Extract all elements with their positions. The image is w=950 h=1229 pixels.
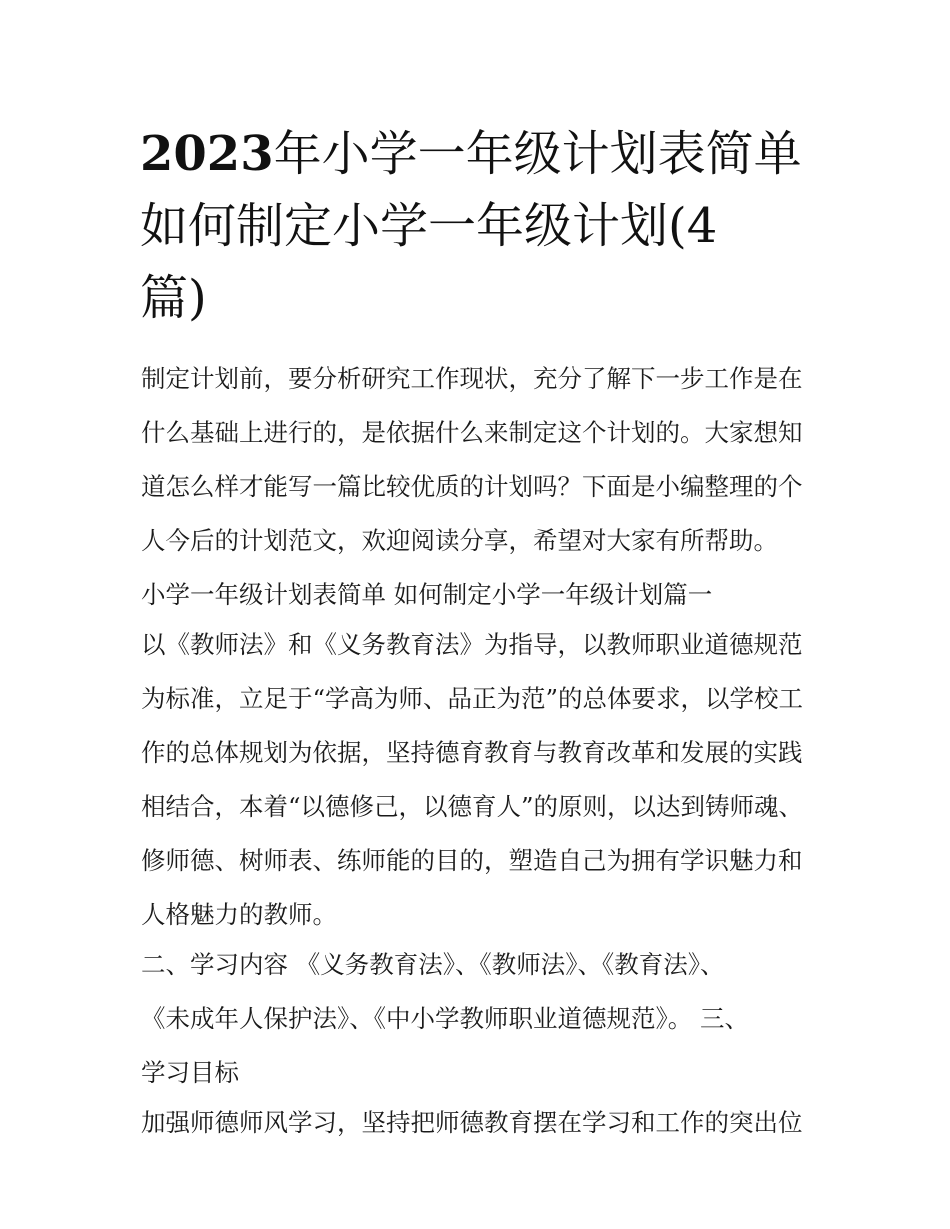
- title-year: 2023: [140, 126, 274, 182]
- paragraph-line: 人格魅力的教师。: [141, 900, 337, 929]
- section-heading-line: 小学一年级计划表简单 如何制定小学一年级计划篇一: [141, 580, 713, 609]
- paragraph-line: 道怎么样才能写一篇比较优质的计划吗？下面是小编整理的个: [141, 472, 803, 501]
- paragraph-line: 为标准，立足于“学高为师、品正为范”的总体要求，以学校工: [141, 684, 804, 713]
- paragraph-line: 《未成年人保护法》、《中小学教师职业道德规范》。 三、: [141, 1004, 750, 1033]
- title-line-1-rest: 年小学一年级计划表简单: [273, 126, 802, 182]
- paragraph-line: 二、学习内容 《义务教育法》、《教师法》、《教育法》、: [141, 950, 725, 979]
- paragraph-line: 加强师德师风学习，坚持把师德教育摆在学习和工作的突出位: [141, 1108, 803, 1137]
- paragraph-line: 相结合，本着“以德修己，以德育人”的原则，以达到铸师魂、: [141, 792, 804, 821]
- paragraph-line: 什么基础上进行的，是依据什么来制定这个计划的。大家想知: [141, 418, 803, 447]
- document-body: [141, 357, 821, 1155]
- title-line-2: 如何制定小学一年级计划(4: [140, 198, 718, 254]
- paragraph-line: 人今后的计划范文，欢迎阅读分享，希望对大家有所帮助。: [141, 526, 778, 555]
- paragraph-line: 修师德、树师表、练师能的目的，塑造自己为拥有学识魅力和: [141, 846, 803, 875]
- document-title: [140, 118, 820, 334]
- paragraph-line: 制定计划前，要分析研究工作现状，充分了解下一步工作是在: [141, 364, 803, 393]
- paragraph-line: 作的总体规划为依据，坚持德育教育与教育改革和发展的实践: [141, 738, 803, 767]
- title-line-3: 篇): [140, 270, 207, 326]
- title-line-1: [140, 118, 820, 190]
- paragraph-line: 以《教师法》和《义务教育法》为指导，以教师职业道德规范: [141, 630, 803, 659]
- paragraph-line: 学习目标: [141, 1058, 239, 1087]
